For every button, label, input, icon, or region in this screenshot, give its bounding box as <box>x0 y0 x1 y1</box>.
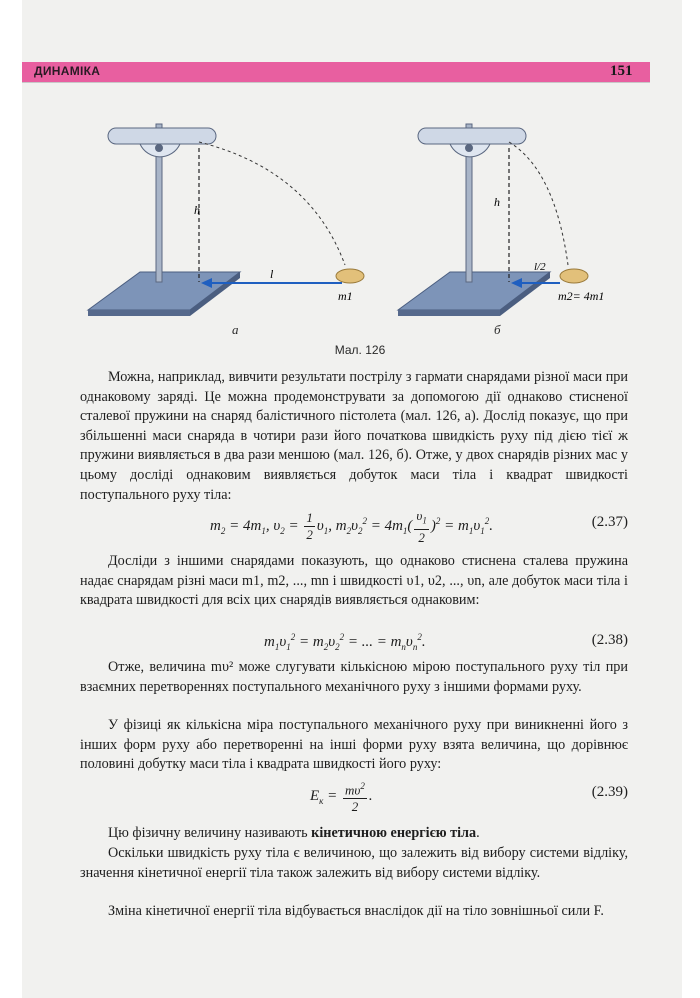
running-header <box>22 62 622 83</box>
equation-2-37-formula: $m_2 = 4m_1$, $\upsilon_2$ = $\frac{1}{2}$ $\upsilon_1$, $m_2\upsilon_2^2 = 4m_1$( $\frac{\upsilon_1}{2}$ )$^2 = m_1\upsilon_1^2$. <box>210 508 493 545</box>
kinetic-energy-term: кінетичною енергією тіла <box>311 825 477 841</box>
equation-2-39-formula: $E_к$ = $\frac{m\upsilon^2}{2}$ . <box>310 778 373 815</box>
figure-caption: Мал. 126 <box>334 343 386 357</box>
paragraph-5-text <box>80 824 628 844</box>
paragraph-4 <box>80 716 628 775</box>
distance-label-left: l <box>270 267 274 281</box>
equation-2-38-number: (2.38) <box>591 632 628 648</box>
distance-label-right: l/2 <box>534 261 546 273</box>
ballistic-figure <box>80 110 640 340</box>
paragraph-2 <box>80 552 628 611</box>
apparatus-right <box>398 124 604 316</box>
figure-label-a: a <box>232 322 239 337</box>
paragraph-7-text: Зміна кінетичної енергії тіла відбувається внаслідок дії на тіло зовнішньої сили F. <box>108 903 604 919</box>
paragraph-7 <box>80 902 628 922</box>
paragraph-3-text: Отже, величина mυ² може слугувати кількісною мірою поступального руху тіл при взаємних перетвореннях поступального механічного руху з іншими формами руху. <box>80 659 628 695</box>
paragraph-6-text: Оскільки швидкість руху тіла є величиною, що залежить від вибору системи відліку, значення кінетичної енергії тіла також залежить від вибору системи відліку. <box>80 845 628 881</box>
height-label-right: h <box>494 195 500 209</box>
paragraph-5 <box>80 824 628 844</box>
height-label-left: h <box>194 203 200 217</box>
equation-2-39 <box>80 778 628 814</box>
mass-label-left: m1 <box>338 289 353 303</box>
page-edge <box>0 0 22 998</box>
paragraph-6 <box>80 844 628 883</box>
equation-2-37-number: (2.37) <box>591 514 628 530</box>
paragraph-4-text: У фізиці як кількісна міра поступального механічного руху при виникненні його з інших форм руху або перетворенні на інші форми руху взята величина, що дорівнює половині добутку маси тіла і квадрата швидкості його руху: <box>80 717 628 773</box>
page-number-box <box>602 62 650 83</box>
equation-2-39-number: (2.39) <box>591 784 628 800</box>
equation-2-37 <box>80 508 628 544</box>
paragraph-5-post: . <box>476 825 480 841</box>
paragraph-5-pre: Цю фізичну величину називають <box>108 825 312 841</box>
paragraph-3 <box>80 658 628 697</box>
paragraph-2-text: Досліди з іншими снарядами показують, що однаково стиснена сталева пружина надає снарядам різні маси m1, m2, ..., mn і швидкості υ1, υ2, ..., υn, але добуток маси тіла і квадрата швидкості для всіх цих снарядів виявляється однаковим: <box>80 553 628 609</box>
figure-label-b: б <box>494 322 501 337</box>
section-title: ДИНАМІКА <box>34 64 101 78</box>
equation-2-38-formula: $m_1\upsilon_1^2 = m_2\upsilon_2^2$ = ... = $m_n\upsilon_n^2$. <box>264 632 426 652</box>
paragraph-1-text: Можна, наприклад, вивчити результати пострілу з гармати снарядами різної маси при однаковому заряді. Це можна продемонструвати за допомогою дії однаково стисненої сталевої пружини на снаряд балістичного пістолета (мал. 126, а). Дослід показує, що при збільшенні маси снаряда в чотири рази його початкова швидкість руху під дією тієї ж пружини виявляється в два рази меншою (мал. 126, б). Отже, у двох снарядів різних мас у цьому досліді однаковим виявляється добуток маси тіла і квадрат швидкості поступального руху тіла: <box>80 369 628 503</box>
apparatus-left <box>88 124 364 316</box>
header-rule <box>22 82 650 83</box>
page-number: 151 <box>610 63 633 79</box>
paragraph-1 <box>80 368 628 505</box>
mass-label-right: m2= 4m1 <box>558 289 605 303</box>
